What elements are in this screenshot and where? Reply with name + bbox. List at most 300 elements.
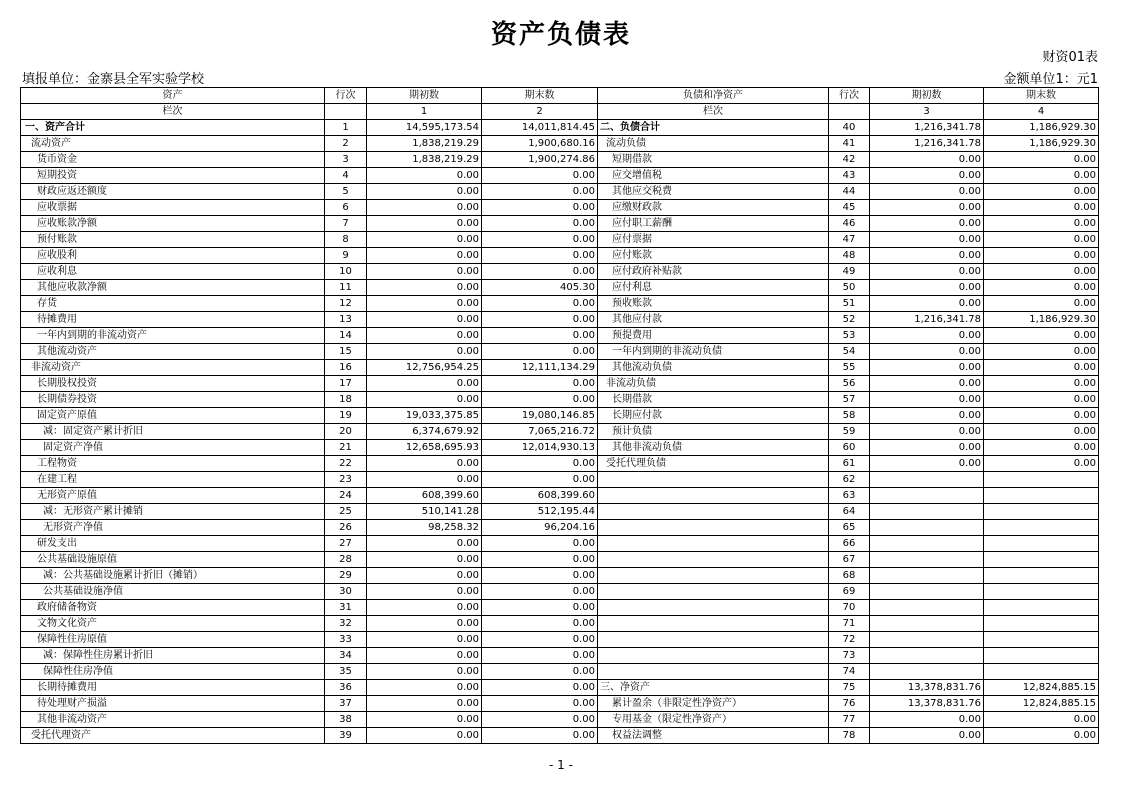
asset-begin-value: 0.00 [367,728,482,744]
col-header-liabilities: 负债和净资产 [598,88,829,104]
asset-name-cell: 无形资产净值 [21,520,325,536]
asset-name-cell: 受托代理资产 [21,728,325,744]
liability-begin-value: 0.00 [870,328,984,344]
liability-name-cell: 预计负债 [598,424,829,440]
liability-name-cell: 权益法调整 [598,728,829,744]
liability-begin-value: 0.00 [870,424,984,440]
asset-line-cell: 2 [325,136,367,152]
liability-line-cell: 51 [829,296,870,312]
asset-end-value: 0.00 [482,600,598,616]
liability-name-cell: 应付利息 [598,280,829,296]
asset-line-cell: 31 [325,600,367,616]
asset-name-cell: 预付账款 [21,232,325,248]
liability-line-cell: 74 [829,664,870,680]
liability-name-cell: 短期借款 [598,152,829,168]
reporting-unit: 填报单位：金寨县全军实验学校 [22,72,205,87]
table-row [21,712,1099,728]
col-header-end: 期末数 [482,88,598,104]
asset-begin-value: 6,374,679.92 [367,424,482,440]
asset-end-value: 0.00 [482,232,598,248]
asset-begin-value: 0.00 [367,392,482,408]
liability-line-cell: 57 [829,392,870,408]
liability-name-cell: 其他流动负债 [598,360,829,376]
liability-line-cell: 71 [829,616,870,632]
liability-begin-value [870,552,984,568]
liability-line-cell: 63 [829,488,870,504]
asset-name-cell: 应收账款净额 [21,216,325,232]
asset-line-cell: 11 [325,280,367,296]
asset-end-value: 0.00 [482,632,598,648]
table-row [21,536,1099,552]
col-number-blank [325,104,367,120]
col-number-4: 4 [984,104,1099,120]
liability-line-cell: 66 [829,536,870,552]
liability-begin-value [870,600,984,616]
form-code: 财资01表 [1042,50,1098,65]
liability-name-cell: 专用基金（限定性净资产） [598,712,829,728]
liability-name-cell: 其他非流动负债 [598,440,829,456]
table-row [21,280,1099,296]
asset-line-cell: 18 [325,392,367,408]
asset-begin-value: 608,399.60 [367,488,482,504]
asset-name-cell: 工程物资 [21,456,325,472]
asset-line-cell: 25 [325,504,367,520]
table-row [21,632,1099,648]
asset-end-value: 1,900,274.86 [482,152,598,168]
asset-line-cell: 3 [325,152,367,168]
liability-line-cell: 59 [829,424,870,440]
liability-end-value: 0.00 [984,232,1099,248]
header-row [21,88,1099,104]
asset-begin-value: 0.00 [367,456,482,472]
table-row [21,680,1099,696]
asset-line-cell: 26 [325,520,367,536]
table-row [21,696,1099,712]
asset-end-value: 0.00 [482,248,598,264]
liability-end-value [984,536,1099,552]
asset-name-cell: 存货 [21,296,325,312]
asset-line-cell: 19 [325,408,367,424]
table-row [21,456,1099,472]
liability-end-value [984,472,1099,488]
liability-begin-value: 0.00 [870,264,984,280]
liability-end-value: 0.00 [984,264,1099,280]
asset-line-cell: 29 [325,568,367,584]
asset-name-cell: 无形资产原值 [21,488,325,504]
asset-name-cell: 减：公共基础设施累计折旧（摊销） [21,568,325,584]
liability-name-cell [598,632,829,648]
col-header-begin-2: 期初数 [870,88,984,104]
asset-begin-value: 0.00 [367,216,482,232]
asset-begin-value: 0.00 [367,600,482,616]
asset-name-cell: 公共基础设施净值 [21,584,325,600]
asset-begin-value: 0.00 [367,344,482,360]
asset-end-value: 0.00 [482,616,598,632]
asset-end-value: 0.00 [482,312,598,328]
asset-name-cell: 应收利息 [21,264,325,280]
asset-begin-value: 0.00 [367,264,482,280]
asset-end-value: 0.00 [482,296,598,312]
liability-line-cell: 65 [829,520,870,536]
table-row [21,472,1099,488]
asset-end-value: 0.00 [482,456,598,472]
table-row [21,264,1099,280]
col-header-end-2: 期末数 [984,88,1099,104]
table-row [21,424,1099,440]
asset-line-cell: 34 [325,648,367,664]
asset-end-value: 0.00 [482,392,598,408]
asset-end-value: 0.00 [482,536,598,552]
asset-name-cell: 保障性住房净值 [21,664,325,680]
asset-line-cell: 35 [325,664,367,680]
col-number-2: 2 [482,104,598,120]
asset-end-value: 7,065,216.72 [482,424,598,440]
asset-name-cell: 减：保障性住房累计折旧 [21,648,325,664]
asset-name-cell: 其他流动资产 [21,344,325,360]
liability-end-value: 0.00 [984,296,1099,312]
liability-end-value [984,584,1099,600]
col-number-3: 3 [870,104,984,120]
liability-name-cell: 应交增值税 [598,168,829,184]
asset-begin-value: 0.00 [367,280,482,296]
asset-name-cell: 减：固定资产累计折旧 [21,424,325,440]
asset-line-cell: 5 [325,184,367,200]
liability-begin-value: 0.00 [870,392,984,408]
asset-name-cell: 短期投资 [21,168,325,184]
asset-begin-value: 0.00 [367,312,482,328]
asset-begin-value: 0.00 [367,712,482,728]
liability-line-cell: 64 [829,504,870,520]
liability-line-cell: 58 [829,408,870,424]
asset-line-cell: 16 [325,360,367,376]
asset-end-value: 12,014,930.13 [482,440,598,456]
asset-begin-value: 1,838,219.29 [367,136,482,152]
liability-line-cell: 70 [829,600,870,616]
asset-name-cell: 非流动资产 [21,360,325,376]
liability-name-cell: 应缴财政款 [598,200,829,216]
liability-begin-value: 1,216,341.78 [870,136,984,152]
liability-name-cell: 其他应交税费 [598,184,829,200]
liability-name-cell [598,584,829,600]
table-row [21,184,1099,200]
asset-name-cell: 固定资产原值 [21,408,325,424]
liability-name-cell: 应付票据 [598,232,829,248]
asset-line-cell: 21 [325,440,367,456]
liability-begin-value: 0.00 [870,232,984,248]
asset-end-value: 0.00 [482,568,598,584]
liability-line-cell: 67 [829,552,870,568]
liability-end-value: 0.00 [984,376,1099,392]
liability-begin-value: 1,216,341.78 [870,120,984,136]
liability-end-value: 1,186,929.30 [984,312,1099,328]
asset-begin-value: 510,141.28 [367,504,482,520]
liability-line-cell: 56 [829,376,870,392]
asset-line-cell: 12 [325,296,367,312]
currency-unit: 金额单位1：元1 [1003,72,1098,87]
liability-line-cell: 46 [829,216,870,232]
liability-line-cell: 44 [829,184,870,200]
asset-name-cell: 固定资产净值 [21,440,325,456]
report-title: 资产负债表 [490,20,631,50]
asset-line-cell: 4 [325,168,367,184]
table-row [21,584,1099,600]
asset-begin-value: 0.00 [367,696,482,712]
liability-line-cell: 48 [829,248,870,264]
asset-name-cell: 其他应收款净额 [21,280,325,296]
asset-line-cell: 9 [325,248,367,264]
asset-end-value: 96,204.16 [482,520,598,536]
column-number-row [21,104,1099,120]
liability-line-cell: 55 [829,360,870,376]
asset-name-cell: 流动资产 [21,136,325,152]
asset-end-value: 0.00 [482,712,598,728]
liability-name-cell: 累计盈余（非限定性净资产） [598,696,829,712]
asset-line-cell: 10 [325,264,367,280]
asset-end-value: 0.00 [482,696,598,712]
liability-line-cell: 50 [829,280,870,296]
liability-begin-value: 0.00 [870,344,984,360]
balance-sheet-table [20,87,1099,744]
asset-begin-value: 0.00 [367,472,482,488]
liability-end-value: 1,186,929.30 [984,120,1099,136]
liability-end-value [984,632,1099,648]
asset-name-cell: 在建工程 [21,472,325,488]
table-row [21,664,1099,680]
table-row [21,376,1099,392]
liability-name-cell: 二、负债合计 [598,120,829,136]
asset-name-cell: 应收股利 [21,248,325,264]
asset-name-cell: 一年内到期的非流动资产 [21,328,325,344]
table-row [21,360,1099,376]
table-row [21,200,1099,216]
asset-begin-value: 0.00 [367,232,482,248]
asset-begin-value: 0.00 [367,648,482,664]
liability-begin-value: 0.00 [870,728,984,744]
liability-name-cell [598,568,829,584]
asset-name-cell: 待处理财产损溢 [21,696,325,712]
liability-begin-value [870,664,984,680]
asset-begin-value: 0.00 [367,584,482,600]
liability-begin-value: 0.00 [870,200,984,216]
liability-begin-value: 0.00 [870,456,984,472]
asset-line-cell: 8 [325,232,367,248]
liability-name-cell: 应付账款 [598,248,829,264]
asset-begin-value: 0.00 [367,248,482,264]
liability-end-value: 0.00 [984,168,1099,184]
liability-name-cell [598,664,829,680]
table-row [21,216,1099,232]
col-header-line: 行次 [325,88,367,104]
liability-name-cell: 非流动负债 [598,376,829,392]
asset-end-value: 608,399.60 [482,488,598,504]
asset-end-value: 0.00 [482,680,598,696]
asset-name-cell: 财政应返还额度 [21,184,325,200]
liability-begin-value [870,648,984,664]
liability-line-cell: 76 [829,696,870,712]
asset-begin-value: 0.00 [367,568,482,584]
asset-line-cell: 1 [325,120,367,136]
table-row [21,344,1099,360]
asset-end-value: 0.00 [482,344,598,360]
asset-end-value: 0.00 [482,648,598,664]
asset-name-cell: 研发支出 [21,536,325,552]
liability-end-value [984,488,1099,504]
liability-begin-value [870,536,984,552]
asset-end-value: 19,080,146.85 [482,408,598,424]
asset-begin-value: 0.00 [367,552,482,568]
asset-end-value: 0.00 [482,328,598,344]
liability-begin-value: 0.00 [870,184,984,200]
asset-name-cell: 减：无形资产累计摊销 [21,504,325,520]
liability-end-value: 0.00 [984,216,1099,232]
liability-end-value [984,616,1099,632]
liability-begin-value [870,472,984,488]
liability-line-cell: 75 [829,680,870,696]
liability-line-cell: 61 [829,456,870,472]
asset-begin-value: 0.00 [367,328,482,344]
table-row [21,616,1099,632]
liability-end-value: 0.00 [984,728,1099,744]
table-row [21,120,1099,136]
asset-line-cell: 27 [325,536,367,552]
liability-begin-value: 0.00 [870,168,984,184]
asset-line-cell: 14 [325,328,367,344]
asset-begin-value: 0.00 [367,632,482,648]
liability-begin-value: 0.00 [870,712,984,728]
liability-end-value [984,664,1099,680]
asset-end-value: 0.00 [482,728,598,744]
table-row [21,552,1099,568]
asset-name-cell: 应收票据 [21,200,325,216]
liability-name-cell: 受托代理负债 [598,456,829,472]
asset-end-value: 0.00 [482,472,598,488]
asset-name-cell: 一、资产合计 [21,120,325,136]
asset-begin-value: 1,838,219.29 [367,152,482,168]
liability-name-cell [598,600,829,616]
liability-end-value: 0.00 [984,712,1099,728]
liability-end-value [984,520,1099,536]
asset-begin-value: 0.00 [367,376,482,392]
liability-begin-value: 0.00 [870,440,984,456]
table-row [21,504,1099,520]
asset-name-cell: 公共基础设施原值 [21,552,325,568]
asset-end-value: 0.00 [482,216,598,232]
liability-name-cell [598,552,829,568]
asset-line-cell: 37 [325,696,367,712]
asset-name-cell: 长期股权投资 [21,376,325,392]
liability-end-value: 0.00 [984,328,1099,344]
liability-name-cell: 三、净资产 [598,680,829,696]
table-row [21,488,1099,504]
liability-line-cell: 40 [829,120,870,136]
liability-name-cell: 流动负债 [598,136,829,152]
table-row [21,168,1099,184]
table-row [21,648,1099,664]
liability-begin-value: 0.00 [870,296,984,312]
asset-begin-value: 12,658,695.93 [367,440,482,456]
liability-line-cell: 42 [829,152,870,168]
asset-end-value: 12,111,134.29 [482,360,598,376]
asset-begin-value: 0.00 [367,680,482,696]
liability-line-cell: 77 [829,712,870,728]
liability-line-cell: 73 [829,648,870,664]
asset-name-cell: 长期债券投资 [21,392,325,408]
asset-line-cell: 20 [325,424,367,440]
asset-end-value: 0.00 [482,376,598,392]
liability-line-cell: 41 [829,136,870,152]
asset-begin-value: 0.00 [367,664,482,680]
table-row [21,728,1099,744]
liability-line-cell: 68 [829,568,870,584]
liability-line-cell: 78 [829,728,870,744]
asset-end-value: 0.00 [482,264,598,280]
liability-begin-value: 1,216,341.78 [870,312,984,328]
liability-line-cell: 47 [829,232,870,248]
liability-end-value: 0.00 [984,456,1099,472]
col-header-asset: 资产 [21,88,325,104]
liability-name-cell: 应付职工薪酬 [598,216,829,232]
liability-name-cell: 一年内到期的非流动负债 [598,344,829,360]
table-row [21,232,1099,248]
table-row [21,520,1099,536]
liability-end-value: 0.00 [984,440,1099,456]
liability-line-cell: 72 [829,632,870,648]
asset-begin-value: 0.00 [367,296,482,312]
liability-end-value [984,568,1099,584]
liability-name-cell: 其他应付款 [598,312,829,328]
asset-begin-value: 19,033,375.85 [367,408,482,424]
asset-begin-value: 14,595,173.54 [367,120,482,136]
liability-begin-value: 0.00 [870,360,984,376]
liability-name-cell [598,472,829,488]
asset-end-value: 512,195.44 [482,504,598,520]
table-row [21,440,1099,456]
liability-begin-value [870,488,984,504]
asset-end-value: 405.30 [482,280,598,296]
asset-begin-value: 0.00 [367,184,482,200]
liability-line-cell: 62 [829,472,870,488]
liability-begin-value [870,520,984,536]
asset-name-cell: 文物文化资产 [21,616,325,632]
liability-line-cell: 49 [829,264,870,280]
liability-name-cell: 预收账款 [598,296,829,312]
liability-begin-value: 13,378,831.76 [870,696,984,712]
table-row [21,152,1099,168]
asset-begin-value: 0.00 [367,616,482,632]
asset-begin-value: 0.00 [367,200,482,216]
col-header-line-2: 行次 [829,88,870,104]
table-row [21,600,1099,616]
liability-begin-value [870,584,984,600]
liability-end-value: 0.00 [984,184,1099,200]
table-row [21,392,1099,408]
asset-line-cell: 39 [325,728,367,744]
asset-line-cell: 24 [325,488,367,504]
liability-line-cell: 69 [829,584,870,600]
table-row [21,136,1099,152]
asset-line-cell: 32 [325,616,367,632]
liability-begin-value: 0.00 [870,408,984,424]
liability-end-value: 0.00 [984,408,1099,424]
col-number-1: 1 [367,104,482,120]
asset-end-value: 1,900,680.16 [482,136,598,152]
liability-begin-value [870,632,984,648]
table-row [21,312,1099,328]
liability-end-value: 0.00 [984,360,1099,376]
table-row [21,408,1099,424]
page-number: - 1 - [549,758,573,772]
liability-end-value: 0.00 [984,344,1099,360]
